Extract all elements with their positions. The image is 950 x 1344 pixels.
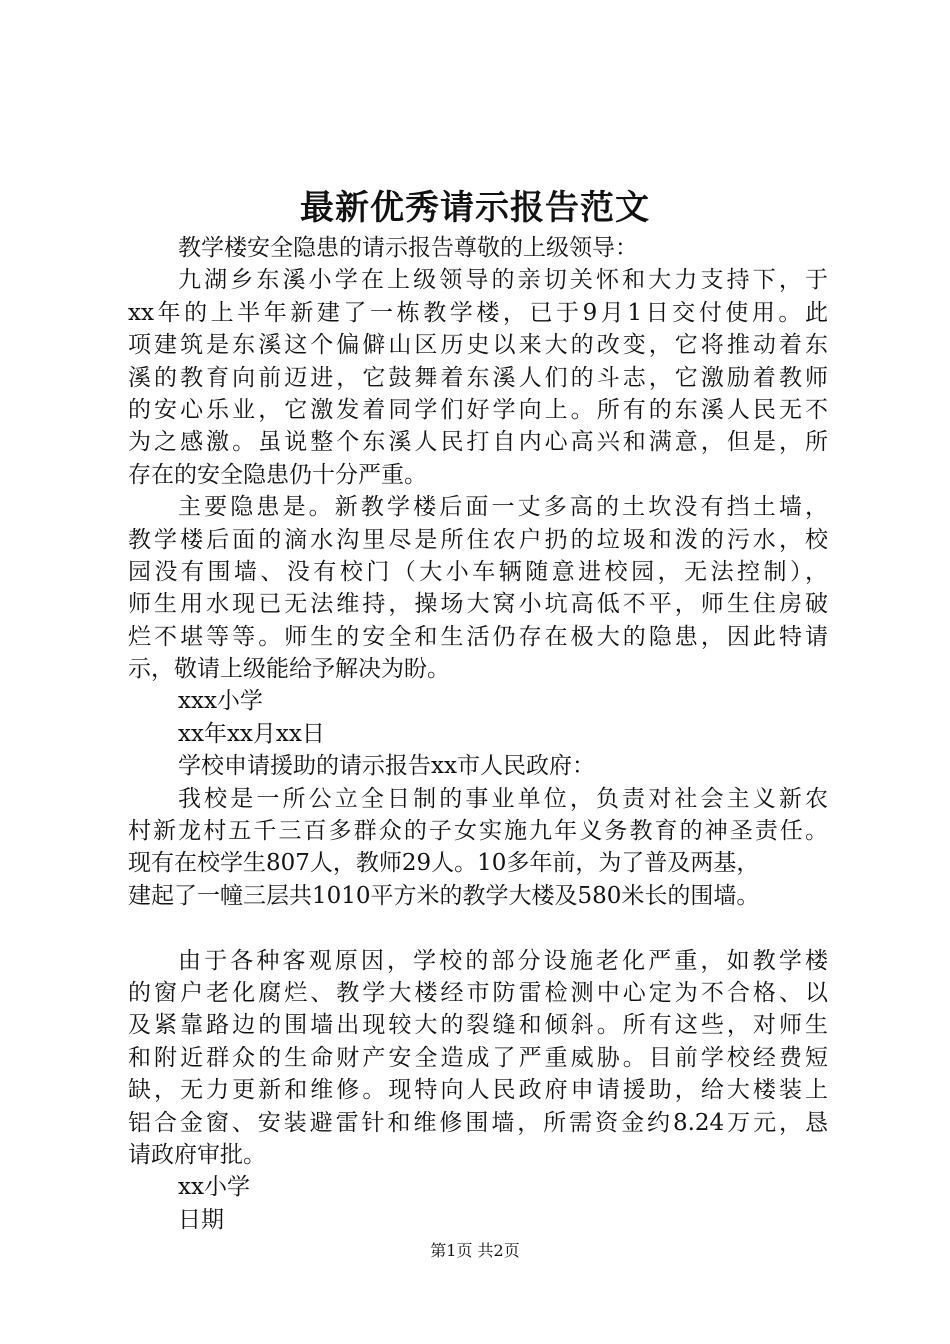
text-line: 建起了一幢三层共1010平方米的教学大楼及580米长的围墙。: [128, 882, 760, 909]
text-line: 和附近群众的生命财产安全造成了严重威胁。目前学校经费短: [128, 1044, 828, 1071]
text-line: 主要隐患是。新教学楼后面一丈多高的土坎没有挡土墙，: [178, 494, 828, 521]
document-body: [128, 232, 828, 1236]
text-line: xx小学: [178, 1174, 250, 1201]
text-line: 及紧靠路边的围墙出现较大的裂缝和倾斜。所有这些，对师生: [128, 1012, 828, 1039]
text-line: 学校申请援助的请示报告xx市人民政府：: [178, 753, 595, 780]
text-line: 我校是一所公立全日制的事业单位，负责对社会主义新农: [178, 785, 828, 812]
text-line: 教学楼安全隐患的请示报告尊敬的上级领导：: [178, 235, 638, 261]
text-line: 由于各种客观原因，学校的部分设施老化严重，如教学楼: [178, 947, 828, 974]
text-line: 园没有围墙、没有校门（大小车辆随意进校园，无法控制），: [128, 558, 828, 585]
text-line: 九湖乡东溪小学在上级领导的亲切关怀和大力支持下，于: [178, 267, 828, 294]
text-line: 的安心乐业，它激发着同学们好学向上。所有的东溪人民无不: [128, 396, 828, 423]
text-line: 烂不堪等等。师生的安全和生活仍存在极大的隐患，因此特请: [128, 623, 828, 650]
text-line: 现有在校学生807人，教师29人。10多年前，为了普及两基，: [128, 850, 760, 877]
text-line: 师生用水现已无法维持，操场大窝小坑高低不平，师生住房破: [128, 591, 828, 618]
document-title: 最新优秀请示报告范文: [300, 188, 650, 228]
text-line: xx年xx月xx日: [178, 720, 325, 747]
text-line: 项建筑是东溪这个偏僻山区历史以来大的改变，它将推动着东: [128, 332, 828, 359]
text-line: 示，敬请上级能给予解决为盼。: [128, 656, 450, 683]
text-line: 日期: [178, 1206, 224, 1233]
blank-line: [128, 912, 828, 944]
text-line: 溪的教育向前迈进，它鼓舞着东溪人们的斗志，它激励着教师: [128, 364, 828, 391]
text-line: 缺，无力更新和维修。现特向人民政府申请援助，给大楼装上: [128, 1077, 828, 1104]
text-line: xxx小学: [178, 688, 263, 715]
text-line: 请政府审批。: [128, 1141, 266, 1168]
text-line: xx年的上半年新建了一栋教学楼，已于9月1日交付使用。此: [128, 299, 828, 326]
text-line: 为之感激。虽说整个东溪人民打自内心高兴和满意，但是，所: [128, 429, 828, 456]
text-line: 铝合金窗、安装避雷针和维修围墙，所需资金约8.24万元，恳: [128, 1109, 828, 1136]
text-line: 存在的安全隐患仍十分严重。: [128, 461, 427, 488]
text-line: 村新龙村五千三百多群众的子女实施九年义务教育的神圣责任。: [128, 818, 828, 845]
text-line: 教学楼后面的滴水沟里尽是所住农户扔的垃圾和泼的污水，校: [128, 526, 828, 553]
text-line: 的窗户老化腐烂、教学大楼经市防雷检测中心定为不合格、以: [128, 979, 828, 1006]
page-footer: 第1页 共2页: [430, 1241, 520, 1260]
